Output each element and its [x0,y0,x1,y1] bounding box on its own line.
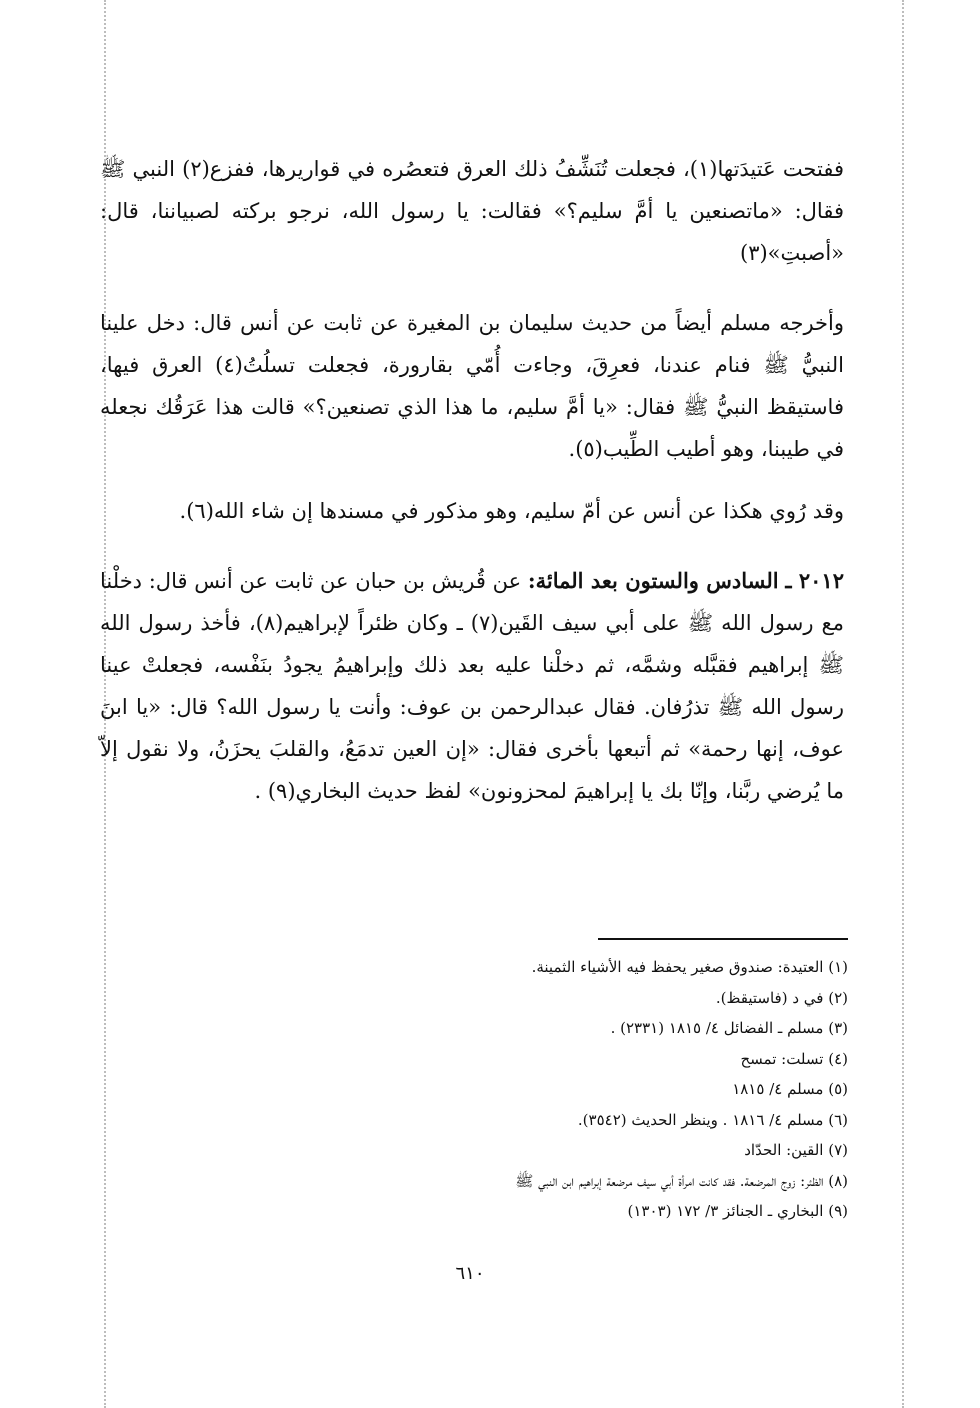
footnote-item: (٢) في د (فاستيقظ). [715,988,848,1007]
footnote-divider [598,938,848,940]
footnote-item: (٣) مسلم ـ الفضائل ٤/ ١٨١٥ (٢٣٣١) . [610,1019,848,1037]
footnote-item: (١) العتيدة: صندوق صغير يحفظ فيه الأشياء الثمينة. [531,958,848,976]
hadith-title: السادس والستون بعد المائة: [527,568,779,593]
hadith-paragraph [100,560,844,812]
footnotes [300,952,848,1227]
paragraph: وقد رُوي هكذا عن أنس عن أمّ سليم، وهو مذكور في مسندها إن شاء الله(٦). [179,499,844,523]
scan-edge-right [902,0,904,1408]
footnote-item: (٦) مسلم ٤/ ١٨١٦ . وينظر الحديث (٣٥٤٢). [577,1110,848,1129]
footnote-item: (٤) تسلت: تمسح [740,1049,848,1068]
main-text [100,148,844,812]
paragraph: وأخرجه مسلم أيضاً من حديث سليمان بن المغيرة عن ثابت عن أنس قال: دخل علينا النبيُّ ﷺ فنام عندنا، فعرِقَ، وجاءت أُمّي بقارورة، فجعلت تسلُتُ(٤) العرق فيها، فاستيقظ النبيُّ ﷺ فقال: «يا أمَّ سليم، ما هذا الذي تصنعين؟» قالت هذا عَرَقُك نجعله في طيبنا، وهو أطيب الطِّيب(٥). [100,311,844,461]
hadith-number: ٢٠١٢ ـ [785,568,844,593]
footnote-item: (٩) البخاري ـ الجنائز ٣/ ١٧٢ (١٣٠٣) [627,1202,848,1220]
footnote-item: (٥) مسلم ٤/ ١٨١٥ [732,1080,848,1098]
paragraph: ففتحت عَتيدَتها(١)، فجعلت تُنَشِّفُ ذلك العرق فتعصُره في قواريرها، ففزع(٢) النبي ﷺ فقال: «ماتصنعين يا أمَّ سليم؟» فقالت: يا رسول الله، نرجو بركته لصبياننا، قال: «أصبتِ»(٣) [100,157,844,265]
page-number: ٦١٠ [455,1263,485,1284]
hadith-text: عن قُريش بن حبان عن ثابت عن أنس قال: دخلْنا مع رسول الله ﷺ على أبي سيف القَين(٧) ـ وكان ظئراً لإبراهيم(٨)، فأخذ رسول الله ﷺ إبراهيم فقبَّله وشمَّه، ثم دخلْنا عليه بعد ذلك وإبراهيمُ يجودُ بنَفْسه، فجعلتْ عينا رسول الله ﷺ تذرُفان. فقال عبدالرحمن بن عوف: وأنت يا رسول الله؟ قال: «يا ابنَ عوف، إنها رحمة» ثم أتبعها بأخرى فقال: «إن العين تدمَعُ، والقلبَ يحزَنُ، ولا نقول إلاّ ما يُرضي ربَّنا، وإنّا بك يا إبراهيمَ لمحزونون» لفظ حديث البخاري(٩) . [100,569,844,803]
footnote-item: (٧) القين: الحدّاد [744,1141,848,1159]
footnote-item: (٨) الظئر: زوج المرضعة. فقد كانت امرأة أبي سيف مرضعة إبراهيم ابن النبي ﷺ [515,1171,848,1190]
